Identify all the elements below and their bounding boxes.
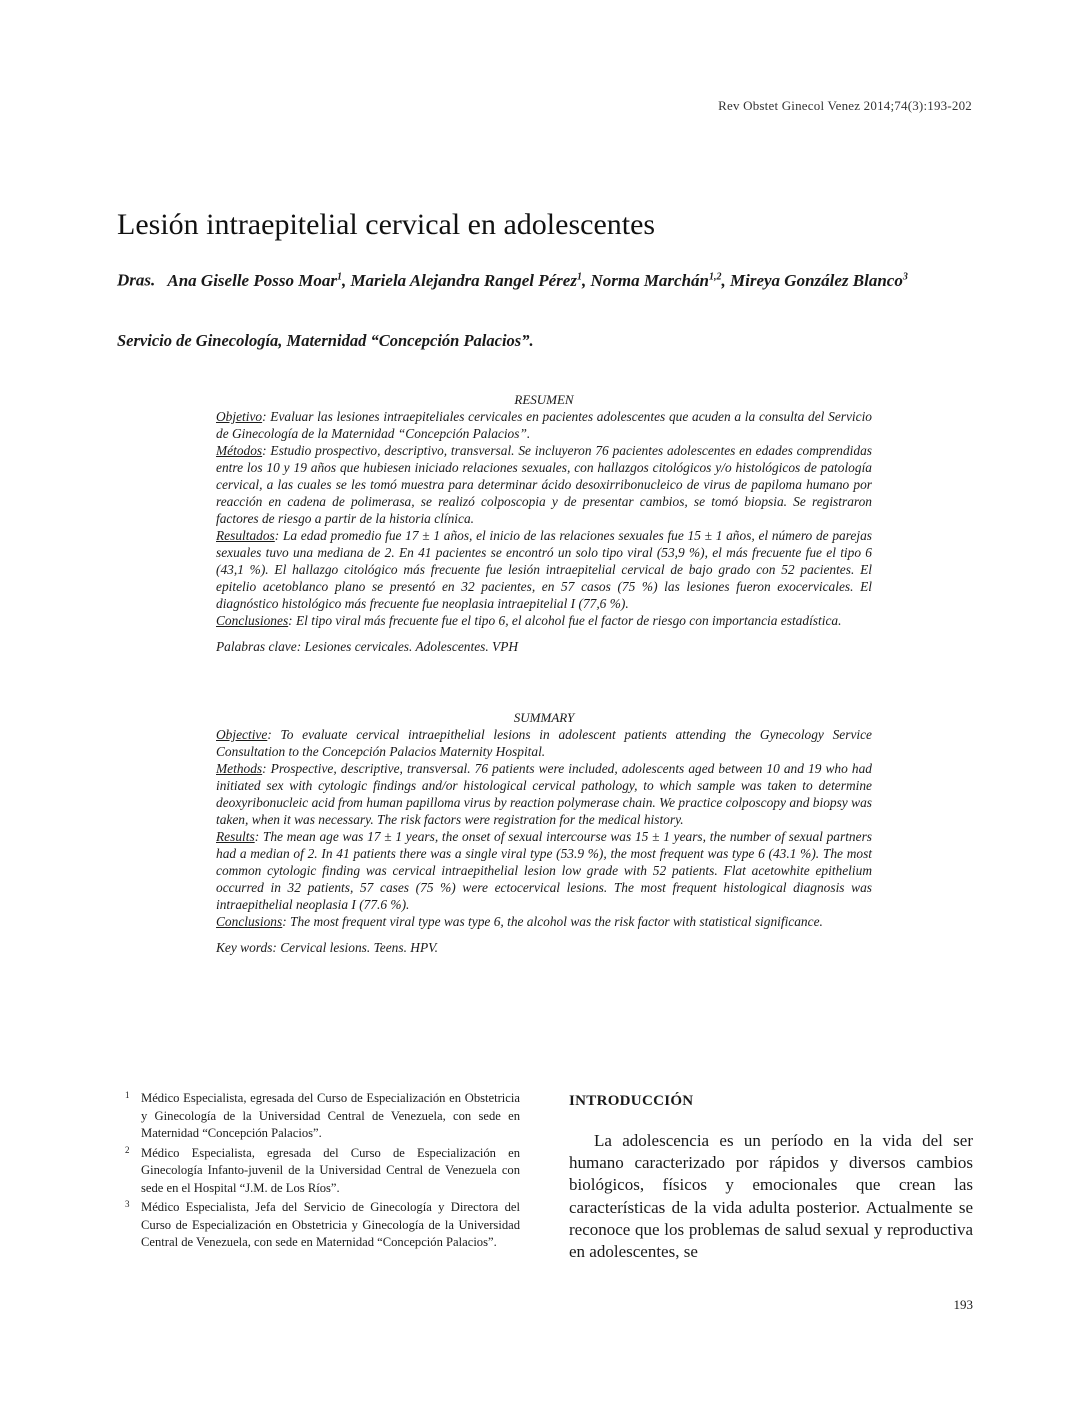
summary-keywords: Key words: Cervical lesions. Teens. HPV. xyxy=(216,940,438,955)
author-prefix: Dras. xyxy=(117,270,156,290)
summary-methods: Methods: Prospective, descriptive, transversal. 76 patients were included, adolescents aged between 10 and 19 who had initiated sex with cytologic findings and/or histological cervical pathology, to which sample was taken to determine deoxyribonucleic acid from human papilloma virus by reaction polymerase chain. We practice colposcopy and biopsy was taken, when it was necessary. The risk factors were registration for the medical history. xyxy=(216,761,872,827)
footnotes xyxy=(121,1090,520,1254)
resumen-objetivo: Objetivo: Evaluar las lesiones intraepiteliales cervicales en pacientes adolescentes que acuden a la consulta del Servicio de Ginecología de la Maternidad “Concepción Palacios”. xyxy=(216,409,872,441)
author: Ana Giselle Posso Moar$^1$, xyxy=(167,270,351,290)
resumen-section xyxy=(216,391,872,655)
resumen-conclusiones: Conclusiones: El tipo viral más frecuente fue el tipo 6, el alcohol fue el factor de riesgo con importancia estadística. xyxy=(216,613,842,628)
author-list xyxy=(117,263,973,294)
author: Mariela Alejandra Rangel Pérez$^1$, xyxy=(350,270,591,290)
resumen-keywords: Palabras clave: Lesiones cervicales. Adolescentes. VPH xyxy=(216,639,519,654)
author: Mireya González Blanco$^3$ xyxy=(730,270,908,290)
summary-heading: SUMMARY xyxy=(513,710,575,725)
journal-citation: Rev Obstet Ginecol Venez 2014;74(3):193-202 xyxy=(718,98,972,113)
footnote: 2 Médico Especialista, egresada del Curso de Especialización en Ginecología Infanto-juvenil de la Universidad Central de Venezuela con sede en el Hospital “J.M. de Los Ríos”. xyxy=(125,1144,520,1195)
affiliation: Servicio de Ginecología, Maternidad “Concepción Palacios”. xyxy=(117,331,534,350)
resumen-metodos: Métodos: Estudio prospectivo, descriptivo, transversal. Se incluyeron 76 pacientes adolescentes en edades comprendidas entre los 10 y 19 años que hubiesen iniciado relaciones sexuales, con hallazgos citológicos y/o histológicos de patología cervical, a las cuales se les tomó muestra para determinar ácido desoxirribonucleico de virus de papiloma humano por reacción en cadena de polimerasa, se realizó colposcopia y de presentar cambios, se tomó biopsia. Se registraron factores de riesgo a partir de la historia clínica. xyxy=(216,443,872,526)
resumen-heading: RESUMEN xyxy=(514,392,574,407)
article-title: Lesión intraepitelial cervical en adolescentes xyxy=(117,208,656,241)
author: Norma Marchán$^{1,2}$, xyxy=(590,270,731,290)
resumen-resultados: Resultados: La edad promedio fue 17 ± 1 años, el inicio de las relaciones sexuales fue 15 ± 1 años, el número de parejas sexuales tuvo una mediana de 2. En 41 pacientes se encontró un solo tipo viral (53,9 %), el más frecuente fue el tipo 6 (43,1 %). El hallazgo citológico más frecuente fue lesión intraepitelial cervical de bajo grado con 52 pacientes. El epitelio acetoblanco plano se presentó en 32 pacientes, en 57 casos (75 %) las lesiones fueron exocervicales. El diagnóstico histológico más frecuente fue neoplasia intraepitelial I (77,6 %). xyxy=(216,528,872,611)
summary-results: Results: The mean age was 17 ± 1 years, the onset of sexual intercourse was 15 ± 1 years, the number of sexual partners had a median of 2. In 41 patients there was a single viral type (53.9 %), the most frequent was type 6 (43.1 %). The most common cytologic finding was cervical intraepithelial lesion low grade with 52 patients. Flat acetowhite epithelium occurred in 32 patients, 57 cases (75 %) were ectocervical lesions. The most frequent histological diagnosis was intraepithelial neoplasia I (77.6 %). xyxy=(216,829,872,912)
page-number: 193 xyxy=(953,1297,973,1312)
footnote: 1 Médico Especialista, egresada del Curso de Especialización en Obstetricia y Ginecología de la Universidad Central de Venezuela, con sede en Maternidad “Concepción Palacios”. xyxy=(125,1090,520,1140)
footnote: 3 Médico Especialista, Jefa del Servicio de Ginecología y Directora del Curso de Especialización en Obstetricia y Ginecología de la Universidad Central de Venezuela, con sede en Maternidad “Concepción Palacios”. xyxy=(125,1199,520,1249)
summary-conclusions: Conclusions: The most frequent viral type was type 6, the alcohol was the risk factor with statistical significance. xyxy=(216,914,823,929)
introduction-text: La adolescencia es un período en la vida del ser humano caracterizado por rápidos y diversos cambios biológicos, físicos y emocionales que crean las características de la vida adulta posterior. Actualmente se reconoce que los problemas de salud sexual y reproductiva en adolescentes, se xyxy=(569,1131,973,1262)
summary-section xyxy=(216,709,872,956)
introduction-heading: INTRODUCCIÓN xyxy=(569,1093,694,1109)
summary-objective: Objective: To evaluate cervical intraepithelial lesions in adolescent patients attending the Gynecology Service Consultation to the Concepción Palacios Maternity Hospital. xyxy=(216,727,872,759)
